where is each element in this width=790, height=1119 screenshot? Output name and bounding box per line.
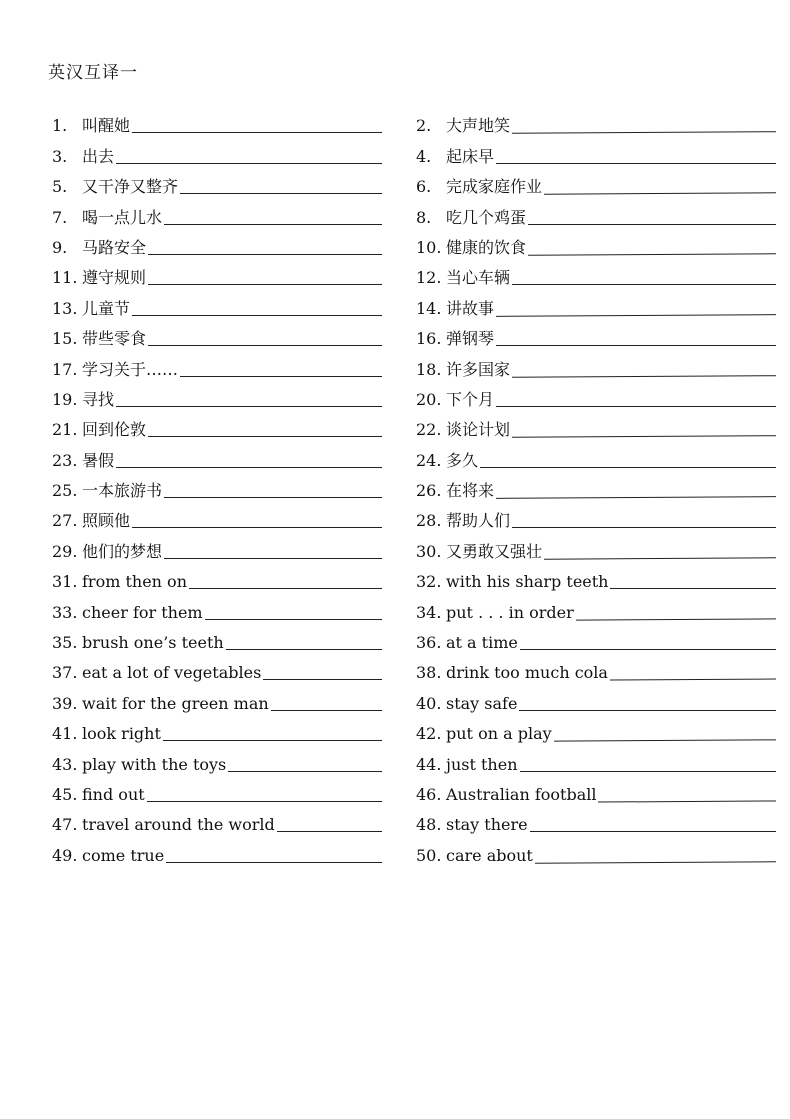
answer-blank-line[interactable] bbox=[271, 709, 382, 711]
exercise-item bbox=[414, 226, 776, 256]
exercise-item bbox=[52, 651, 382, 681]
exercise-item bbox=[52, 560, 382, 590]
item-number: 31. bbox=[52, 572, 78, 592]
item-phrase: Australian football bbox=[446, 784, 597, 804]
answer-blank-line[interactable] bbox=[163, 739, 382, 741]
item-phrase: travel around the world bbox=[82, 815, 275, 835]
item-number: 42. bbox=[416, 724, 442, 744]
item-phrase: 吃几个鸡蛋 bbox=[446, 207, 527, 227]
item-number: 37. bbox=[52, 663, 78, 683]
exercise-item bbox=[414, 438, 776, 468]
item-number: 48. bbox=[416, 815, 442, 835]
item-phrase: 叫醒她 bbox=[82, 116, 131, 136]
item-number: 17. bbox=[52, 359, 78, 379]
exercise-item bbox=[52, 469, 382, 499]
item-phrase: 回到伦敦 bbox=[82, 420, 147, 440]
item-number: 32. bbox=[416, 572, 442, 592]
item-phrase: 儿童节 bbox=[82, 298, 131, 318]
exercise-item bbox=[414, 256, 776, 286]
answer-blank-line[interactable] bbox=[228, 770, 382, 772]
answer-blank-line[interactable] bbox=[116, 162, 382, 164]
item-phrase: 弹钢琴 bbox=[446, 329, 495, 349]
page-title: 英汉互译一 bbox=[48, 63, 138, 83]
answer-blank-line[interactable] bbox=[610, 587, 776, 589]
item-number: 13. bbox=[52, 298, 78, 318]
item-phrase: put . . . in order bbox=[446, 602, 574, 622]
item-number: 24. bbox=[416, 450, 442, 470]
item-number: 8. bbox=[416, 207, 432, 227]
exercise-item bbox=[52, 773, 382, 803]
item-number: 49. bbox=[52, 845, 78, 865]
item-number: 15. bbox=[52, 329, 78, 349]
item-phrase: 马路安全 bbox=[82, 237, 147, 257]
exercise-item bbox=[52, 712, 382, 742]
item-number: 4. bbox=[416, 146, 432, 166]
exercise-item bbox=[414, 378, 776, 408]
item-number: 12. bbox=[416, 268, 442, 288]
item-phrase: 又勇敢又强壮 bbox=[446, 541, 543, 561]
exercise-item bbox=[414, 286, 776, 316]
item-number: 5. bbox=[52, 177, 68, 197]
exercise-item bbox=[414, 742, 776, 772]
item-number: 28. bbox=[416, 511, 442, 531]
exercise-item bbox=[52, 378, 382, 408]
answer-blank-line[interactable] bbox=[147, 800, 382, 802]
item-phrase: with his sharp teeth bbox=[446, 572, 609, 592]
exercise-item bbox=[414, 317, 776, 347]
item-number: 11. bbox=[52, 268, 78, 288]
item-number: 27. bbox=[52, 511, 78, 531]
item-phrase: 他们的梦想 bbox=[82, 541, 163, 561]
item-phrase: play with the toys bbox=[82, 754, 227, 774]
answer-blank-line[interactable] bbox=[496, 162, 776, 164]
exercise-item bbox=[52, 134, 382, 164]
item-number: 46. bbox=[416, 784, 442, 804]
item-number: 22. bbox=[416, 420, 442, 440]
item-number: 39. bbox=[52, 693, 78, 713]
item-number: 20. bbox=[416, 389, 442, 409]
item-phrase: brush one’s teeth bbox=[82, 633, 224, 653]
item-phrase: stay safe bbox=[446, 693, 518, 713]
exercise-item bbox=[414, 651, 776, 681]
answer-blank-line[interactable] bbox=[148, 283, 382, 285]
item-number: 25. bbox=[52, 481, 78, 501]
item-number: 18. bbox=[416, 359, 442, 379]
left-column bbox=[52, 104, 382, 864]
exercise-item bbox=[414, 529, 776, 559]
item-phrase: look right bbox=[82, 724, 161, 744]
exercise-item bbox=[414, 560, 776, 590]
item-phrase: 起床早 bbox=[446, 146, 495, 166]
answer-blank-line[interactable] bbox=[148, 435, 382, 437]
exercise-item bbox=[414, 165, 776, 195]
item-phrase: 谈论计划 bbox=[446, 420, 511, 440]
exercise-item bbox=[52, 438, 382, 468]
item-number: 1. bbox=[52, 116, 68, 136]
item-number: 3. bbox=[52, 146, 68, 166]
item-phrase: find out bbox=[82, 784, 145, 804]
item-number: 33. bbox=[52, 602, 78, 622]
item-phrase: 完成家庭作业 bbox=[446, 177, 543, 197]
answer-blank-line[interactable] bbox=[180, 375, 382, 377]
item-phrase: cheer for them bbox=[82, 602, 203, 622]
item-phrase: 照顾他 bbox=[82, 511, 131, 531]
exercise-item bbox=[52, 104, 382, 134]
answer-blank-line[interactable] bbox=[263, 678, 382, 680]
item-phrase: 一本旅游书 bbox=[82, 481, 163, 501]
exercise-item bbox=[52, 317, 382, 347]
answer-blank-line[interactable] bbox=[166, 861, 382, 863]
item-number: 23. bbox=[52, 450, 78, 470]
answer-blank-line[interactable] bbox=[520, 648, 776, 650]
item-phrase: 当心车辆 bbox=[446, 268, 511, 288]
exercise-item bbox=[52, 590, 382, 620]
item-phrase: 下个月 bbox=[446, 389, 495, 409]
answer-blank-line[interactable] bbox=[164, 223, 382, 225]
answer-blank-line[interactable] bbox=[226, 648, 382, 650]
exercise-item bbox=[52, 286, 382, 316]
answer-blank-line[interactable] bbox=[164, 557, 382, 559]
item-phrase: 带些零食 bbox=[82, 329, 147, 349]
item-number: 2. bbox=[416, 116, 432, 136]
exercise-item bbox=[52, 742, 382, 772]
exercise-item bbox=[414, 773, 776, 803]
item-number: 36. bbox=[416, 633, 442, 653]
item-phrase: 暑假 bbox=[82, 450, 115, 470]
answer-blank-line[interactable] bbox=[132, 314, 382, 316]
exercise-item bbox=[52, 165, 382, 195]
item-number: 50. bbox=[416, 845, 442, 865]
exercise-item bbox=[414, 833, 776, 863]
exercise-item bbox=[414, 681, 776, 711]
item-number: 44. bbox=[416, 754, 442, 774]
answer-blank-line[interactable] bbox=[519, 709, 776, 711]
answer-blank-line[interactable] bbox=[496, 344, 776, 346]
item-number: 16. bbox=[416, 329, 442, 349]
exercise-item bbox=[414, 803, 776, 833]
item-phrase: come true bbox=[82, 845, 165, 865]
exercise-item bbox=[52, 621, 382, 651]
item-number: 34. bbox=[416, 602, 442, 622]
item-phrase: stay there bbox=[446, 815, 528, 835]
exercise-item bbox=[52, 195, 382, 225]
item-phrase: 多久 bbox=[446, 450, 479, 470]
item-number: 47. bbox=[52, 815, 78, 835]
item-phrase: 大声地笑 bbox=[446, 116, 511, 136]
answer-blank-line[interactable] bbox=[530, 830, 776, 832]
item-phrase: drink too much cola bbox=[446, 663, 608, 683]
item-phrase: 讲故事 bbox=[446, 298, 495, 318]
exercise-item bbox=[414, 590, 776, 620]
exercise-item bbox=[52, 529, 382, 559]
item-phrase: put on a play bbox=[446, 724, 552, 744]
exercise-item bbox=[414, 469, 776, 499]
right-column bbox=[414, 104, 776, 864]
answer-blank-line[interactable] bbox=[164, 496, 382, 498]
item-number: 9. bbox=[52, 237, 68, 257]
item-phrase: 在将来 bbox=[446, 481, 495, 501]
answer-blank-line[interactable] bbox=[535, 860, 776, 863]
exercise-item bbox=[414, 195, 776, 225]
exercise-item bbox=[52, 833, 382, 863]
exercise-item bbox=[52, 226, 382, 256]
exercise-item bbox=[414, 134, 776, 164]
answer-blank-line[interactable] bbox=[148, 253, 382, 255]
item-number: 10. bbox=[416, 237, 442, 257]
answer-blank-line[interactable] bbox=[496, 405, 776, 407]
answer-blank-line[interactable] bbox=[189, 587, 382, 589]
item-phrase: care about bbox=[446, 845, 533, 865]
exercise-item bbox=[52, 408, 382, 438]
item-number: 35. bbox=[52, 633, 78, 653]
answer-blank-line[interactable] bbox=[148, 344, 382, 346]
answer-blank-line[interactable] bbox=[480, 466, 776, 468]
item-phrase: 又干净又整齐 bbox=[82, 177, 179, 197]
exercise-item bbox=[414, 347, 776, 377]
answer-blank-line[interactable] bbox=[132, 131, 382, 133]
item-phrase: 许多国家 bbox=[446, 359, 511, 379]
item-number: 14. bbox=[416, 298, 442, 318]
answer-blank-line[interactable] bbox=[512, 283, 776, 285]
item-number: 41. bbox=[52, 724, 78, 744]
exercise-item bbox=[52, 347, 382, 377]
answer-blank-line[interactable] bbox=[116, 405, 382, 407]
item-number: 26. bbox=[416, 481, 442, 501]
answer-blank-line[interactable] bbox=[180, 192, 382, 194]
item-phrase: at a time bbox=[446, 633, 518, 653]
exercise-item bbox=[414, 621, 776, 651]
item-phrase: 帮助人们 bbox=[446, 511, 511, 531]
exercise-item bbox=[52, 256, 382, 286]
answer-blank-line[interactable] bbox=[512, 526, 776, 528]
exercise-item bbox=[52, 681, 382, 711]
item-number: 7. bbox=[52, 207, 68, 227]
item-phrase: 出去 bbox=[82, 146, 115, 166]
item-number: 21. bbox=[52, 420, 78, 440]
answer-blank-line[interactable] bbox=[277, 830, 382, 832]
exercise-item bbox=[52, 803, 382, 833]
item-phrase: 学习关于…… bbox=[82, 359, 179, 379]
exercise-item bbox=[414, 499, 776, 529]
item-phrase: eat a lot of vegetables bbox=[82, 663, 262, 683]
answer-blank-line[interactable] bbox=[116, 466, 382, 468]
item-number: 38. bbox=[416, 663, 442, 683]
item-phrase: 寻找 bbox=[82, 389, 115, 409]
answer-blank-line[interactable] bbox=[132, 526, 382, 528]
item-number: 40. bbox=[416, 693, 442, 713]
item-phrase: from then on bbox=[82, 572, 187, 592]
item-phrase: 健康的饮食 bbox=[446, 237, 527, 257]
answer-blank-line[interactable] bbox=[528, 223, 776, 225]
item-number: 43. bbox=[52, 754, 78, 774]
item-phrase: wait for the green man bbox=[82, 693, 269, 713]
exercise-item bbox=[414, 408, 776, 438]
item-phrase: 喝一点儿水 bbox=[82, 207, 163, 227]
exercise-item bbox=[414, 104, 776, 134]
item-number: 29. bbox=[52, 541, 78, 561]
answer-blank-line[interactable] bbox=[205, 618, 382, 620]
answer-blank-line[interactable] bbox=[520, 770, 777, 772]
item-number: 6. bbox=[416, 177, 432, 197]
item-number: 30. bbox=[416, 541, 442, 561]
item-number: 45. bbox=[52, 784, 78, 804]
exercise-item bbox=[52, 499, 382, 529]
item-phrase: just then bbox=[446, 754, 518, 774]
item-number: 19. bbox=[52, 389, 78, 409]
item-phrase: 遵守规则 bbox=[82, 268, 147, 288]
exercise-item bbox=[414, 712, 776, 742]
